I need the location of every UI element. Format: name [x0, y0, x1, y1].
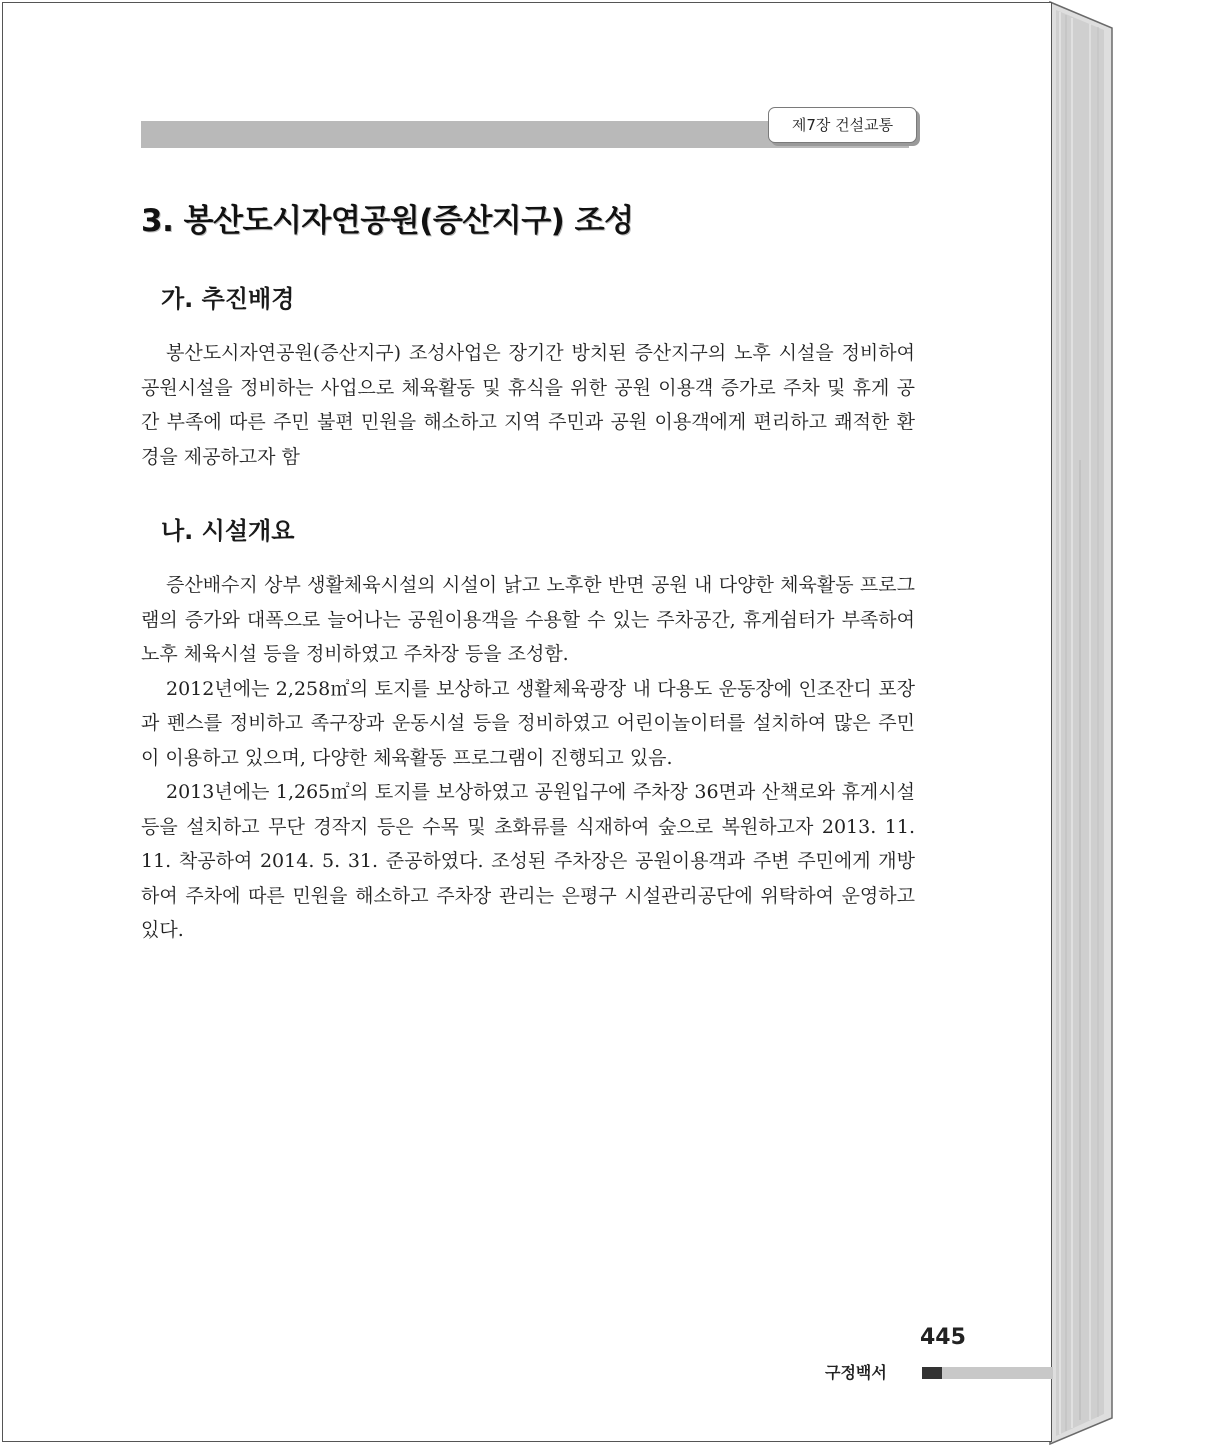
paragraph: 봉산도시자연공원(증산지구) 조성사업은 장기간 방치된 증산지구의 노후 시설을 정비하여 공원시설을 정비하는 사업으로 체육활동 및 휴식을 위한 공원 이용객 증가로 주차 및 휴게 공간 부족에 따른 주민 불편 민원을 해소하고 지역 주민과 공원 이용객에게 편리하고 쾌적한 환경을 제공하고자 함 [141, 342, 915, 468]
footer-book-title: 구정백서 [825, 1363, 887, 1382]
page-number: 445 [920, 1325, 966, 1350]
section-title: 3. 봉산도시자연공원(증산지구) 조성 [141, 203, 634, 239]
document-page [2, 2, 1052, 1442]
paragraph: 증산배수지 상부 생활체육시설의 시설이 낡고 노후한 반면 공원 내 다양한 체육활동 프로그램의 증가와 대폭으로 늘어나는 공원이용객을 수용할 수 있는 주차공간, 휴게쉼터가 부족하여 노후 체육시설 등을 정비하였고 주차장 등을 조성함. [141, 574, 915, 665]
overview-body [141, 568, 915, 948]
paragraph: 2012년에는 2,258㎡의 토지를 보상하고 생활체육광장 내 다용도 운동장에 인조잔디 포장과 펜스를 정비하고 족구장과 운동시설 등을 정비하였고 어린이놀이터를 설치하여 많은 주민이 이용하고 있으며, 다양한 체육활동 프로그램이 진행되고 있음. [141, 677, 915, 769]
subsection-title-background: 가. 추진배경 [161, 285, 295, 313]
subsection-title-overview: 나. 시설개요 [161, 517, 295, 545]
paragraph: 2013년에는 1,265㎡의 토지를 보상하였고 공원입구에 주차장 36면과 산책로와 휴게시설 등을 설치하고 무단 경작지 등은 수목 및 초화류를 식재하여 숲으로 복원하고자 2013. 11. 11. 착공하여 2014. 5. 31. 준공하였다. 조성된 주차장은 공원이용객과 주변 주민에게 개방하여 주차에 따른 민원을 해소하고 주차장 관리는 은평구 시설관리공단에 위탁하여 운영하고 있다. [141, 781, 915, 941]
background-body [141, 336, 915, 474]
chapter-label: 제7장 건설교통 [768, 107, 917, 143]
footer-marker [922, 1367, 942, 1379]
footer-bar [942, 1367, 1053, 1379]
